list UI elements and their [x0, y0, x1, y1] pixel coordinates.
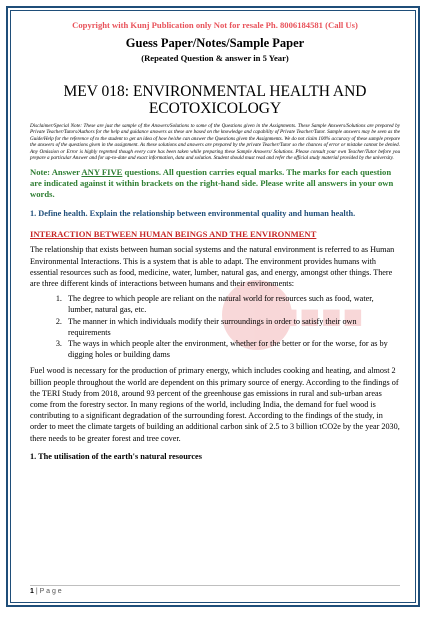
list-item: 2. The manner in which individuals modify their surroundings in order to satisfy their own requirements — [64, 316, 400, 338]
note-emphasis: ANY FIVE — [81, 167, 123, 178]
guess-paper-title: Guess Paper/Notes/Sample Paper — [125, 36, 305, 50]
paragraph-fuel-wood: Fuel wood is necessary for the production of primary energy, which includes cooking and heating, and almost 2 billion people throughout the world are dependent on this primary source of energy. According to the findings of the TERI Study from 2018, around 93 percent of the greenhouse gas emissions in rural and sub-urban areas come from the forestry sector. In many regions of the world, including India, the demand for fuel wood is contributing to a significant degradation of the surrounding forest. According to the findings of the study, in order to meet the climate targets of building an additional carbon sink of 2.5 to 3 billion tCO2e by the year 2030, there needs to be greater forest and tree cover. — [30, 366, 400, 443]
page-footer — [30, 588, 62, 595]
document-page — [6, 6, 420, 607]
question-1: 1. Define health. Explain the relationship between environmental quality and human health. — [30, 209, 356, 219]
page-label: | P a g e — [33, 588, 62, 595]
guess-paper-subtitle: (Repeated Question & answer in 5 Year) — [141, 53, 289, 63]
disclaimer-text: Disclaimer/Special Note: These are just the sample of the Answers/Solutions to some of the Questions given in the Assignments. These Sample Answers/Solutions are prepared by Private Teacher/Tutors/Authors for the help and guidance answers as these are based on the knowledge and capability of Private Teacher/Tutor. Sample answers may be seen as the Guide/Help for the reference of to the student to get an idea of how he/she can answer the Questions given the Assignments. We do not claim 100% accuracy of these sample prepare the answers of the questions given in the assignment. As these solutions and answers are prepared by the private Teacher/Tutor so the chances of error or mistake cannot be denied. Any Omission or Error is highly regretted though every care has been taken while preparing these Sample Answers/ Solutions. Please consult your own Teacher/Tutor before you prepare a particular Answer and for up-to-date and exact information, data and solution. Student should must read and refer the official study material provided by the university. — [30, 123, 400, 162]
note-prefix: Note: Answer — [30, 167, 82, 178]
list-item: 1. The degree to which people are reliant on the natural world for resources such as food, water, lumber, natural gas, etc. — [64, 293, 400, 315]
page-number: 1 — [30, 588, 34, 595]
course-title: MEV 018: ENVIRONMENTAL HEALTH AND ECOTOXICOLOGY — [63, 83, 367, 117]
paragraph-intro: The relationship that exists between human social systems and the natural environment is referred to as Human Environmental Interactions. This is a system that is able to adapt. The environment provides humans with essential resources such as food, medicine, water, lumber, natural gas, and energy, amongst other things. There are three different kinds of interactions between humans and their environments: — [30, 245, 395, 289]
copyright-line: Copyright with Kunj Publication only Not for resale Ph. 8006184581 (Call Us) — [72, 20, 358, 30]
page-content — [30, 18, 400, 461]
subheading-natural-resources: 1. The utilisation of the earth's natural resources — [30, 451, 202, 461]
watermark-logo-shape: ■■■■ — [278, 298, 365, 336]
footer-divider — [30, 585, 400, 586]
instruction-note — [30, 167, 400, 200]
note-suffix: questions. All question carries equal marks. The marks for each question are indicated against it within brackets on the right-hand side. Please write all answers in your own words. — [30, 167, 394, 200]
interaction-list — [30, 293, 400, 360]
section-heading: INTERACTION BETWEEN HUMAN BEINGS AND THE ENVIRONMENT — [30, 229, 317, 240]
list-item: 3. The ways in which people alter the environment, whether for the better or for the worse, for as by digging holes or building dams — [64, 338, 400, 360]
